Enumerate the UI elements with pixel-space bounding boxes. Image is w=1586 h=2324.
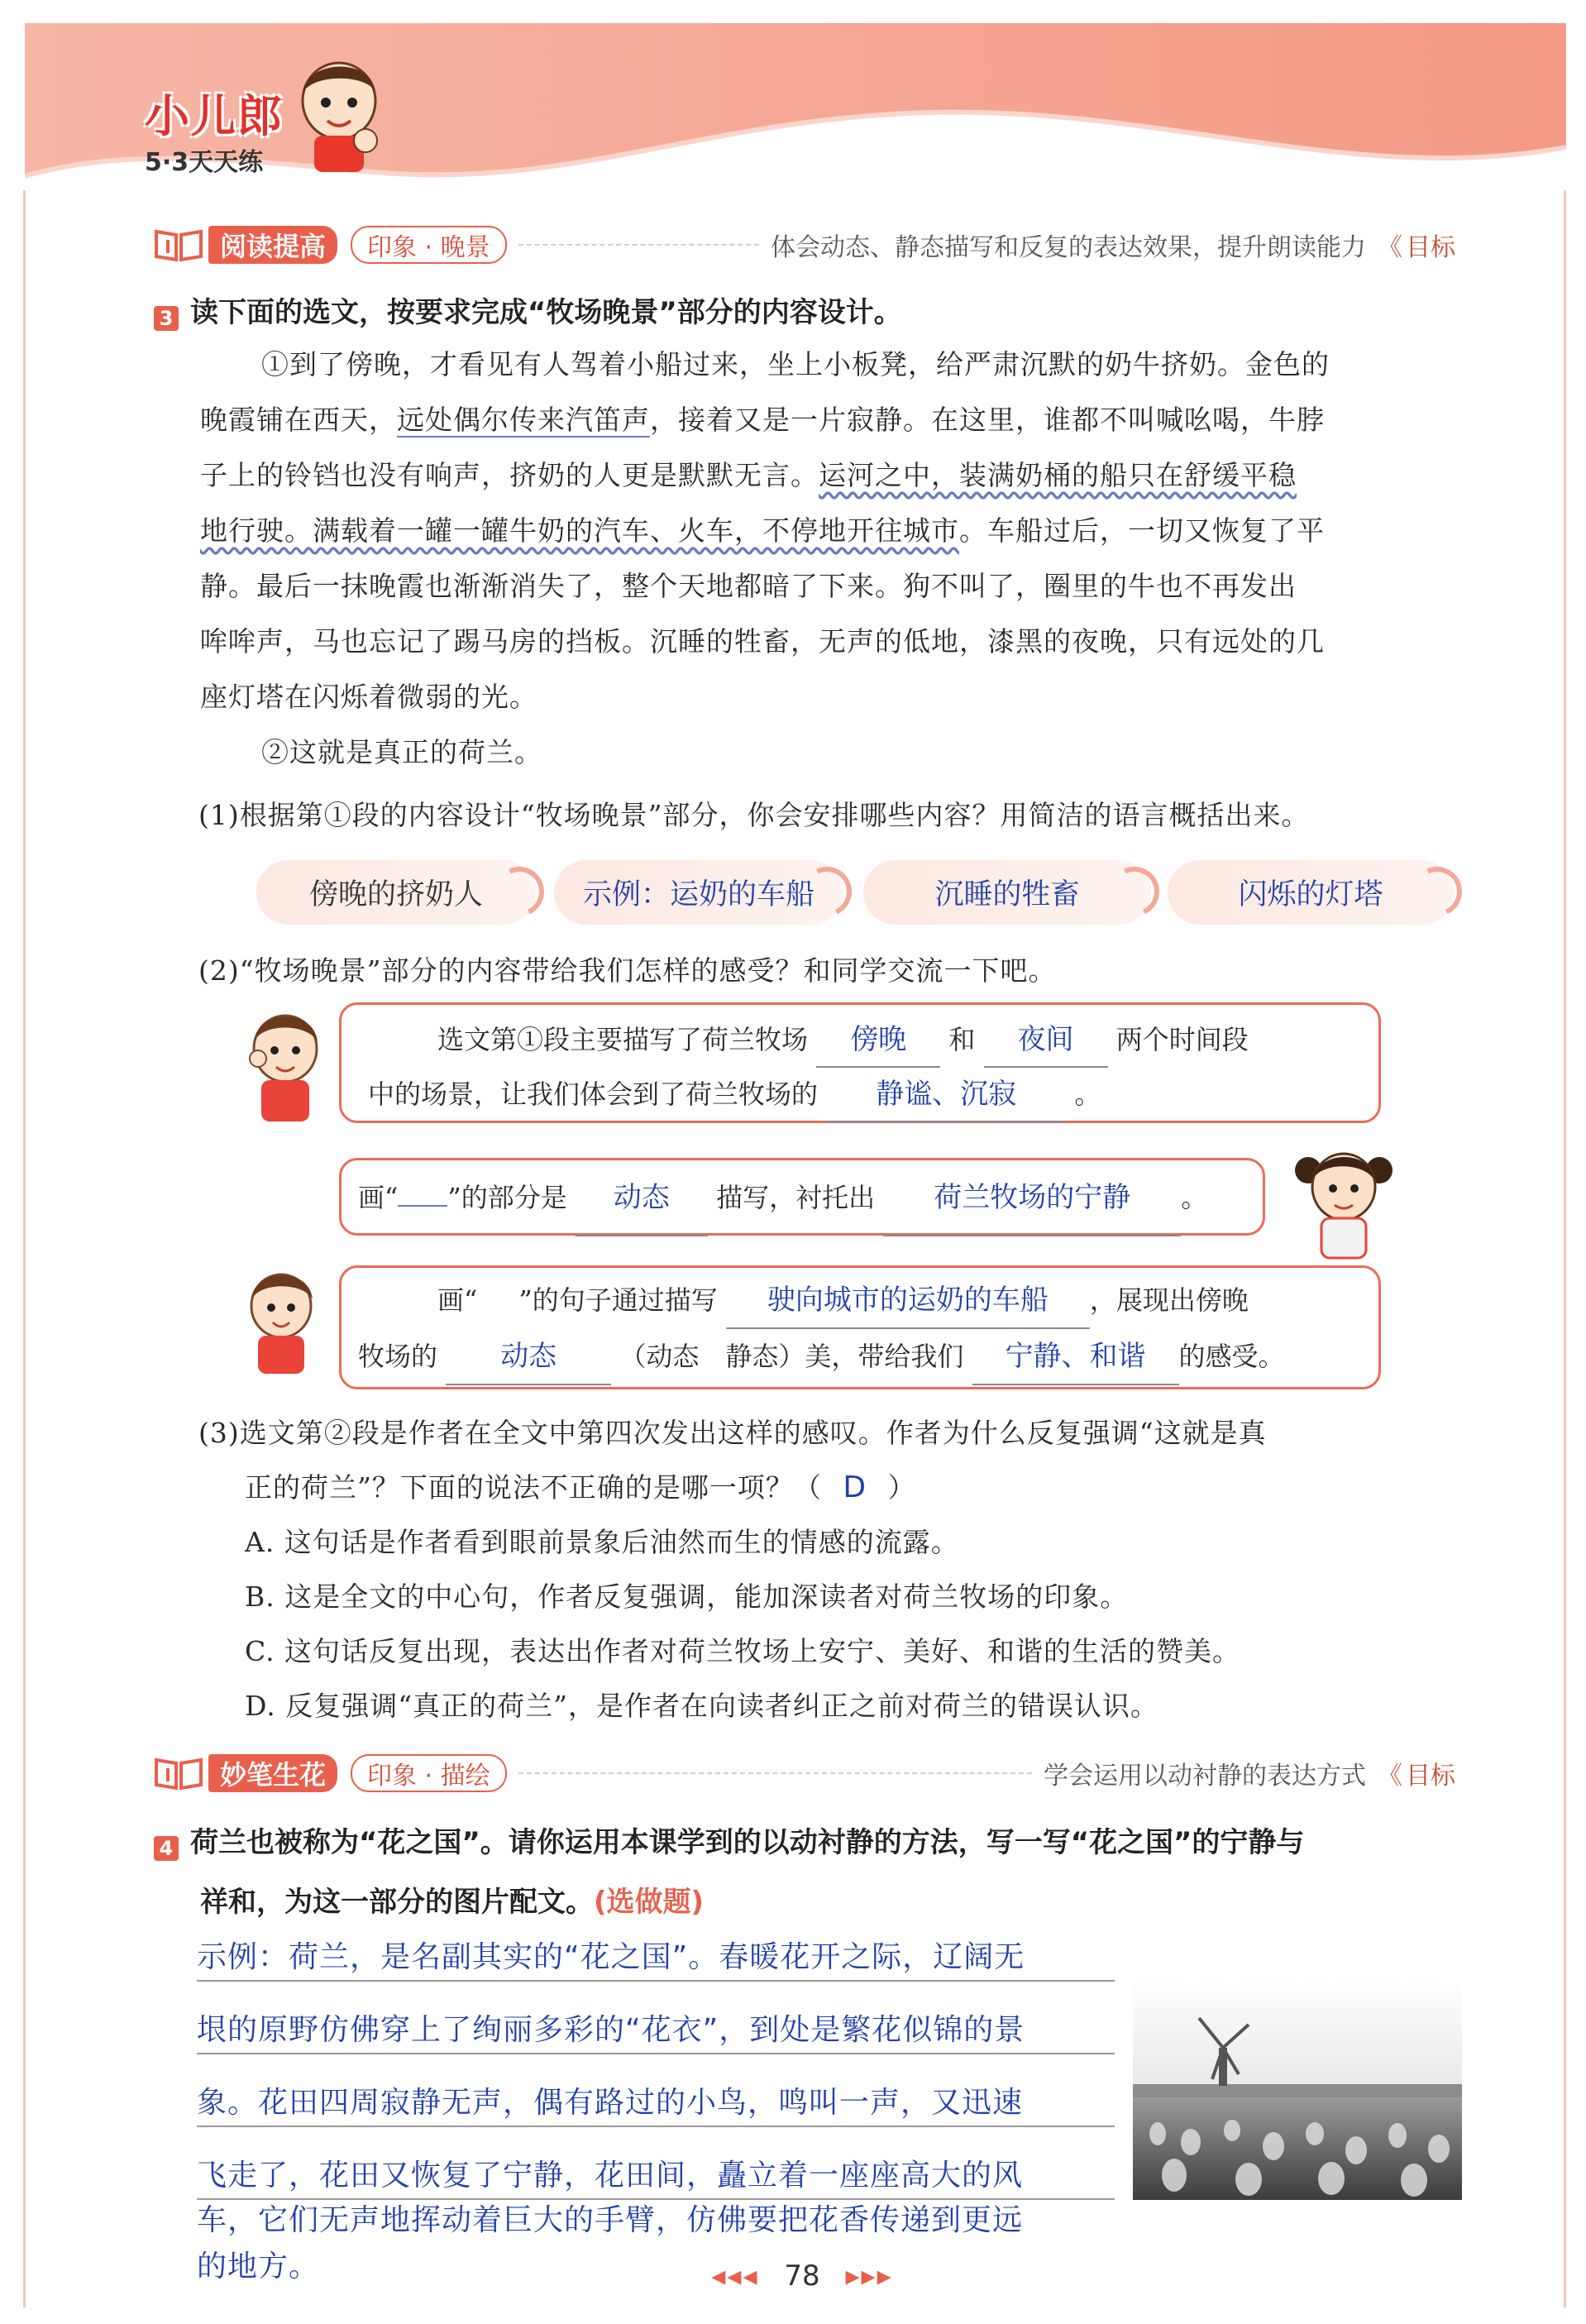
subquestion-3-prompt-cont xyxy=(198,1461,1472,1515)
section-subtitle: 印象 · 描绘 xyxy=(351,1754,507,1792)
passage-line: 座灯塔在闪烁着微弱的光。 xyxy=(200,681,537,713)
bubble-text: ”的句子通过描写 xyxy=(518,1284,718,1316)
answer-blank: 荷兰牧场的宁静 xyxy=(883,1160,1181,1236)
goal-label: 目标 xyxy=(1406,233,1455,262)
section-divider xyxy=(518,244,759,246)
answer-blank: 静谧、沉寂 xyxy=(826,1068,1066,1122)
passage-line xyxy=(200,392,1465,447)
mascot-boy-icon xyxy=(289,50,389,177)
passage-line: ①到了傍晚，才看见有人驾着小船过来，坐上小板凳，给严肃沉默的奶牛挤奶。金色的 xyxy=(261,348,1330,380)
answer-blank: 动态 xyxy=(576,1160,708,1236)
wavy-underlined-sentence: 运河之中，装满奶桶的船只在舒缓平稳 xyxy=(819,459,1297,491)
chevron-left-icon: 《 xyxy=(1378,233,1402,262)
bubble-line xyxy=(358,1273,1362,1329)
bubble-text: 两个时间段 xyxy=(1115,1024,1249,1055)
wavy-line-mark xyxy=(477,1273,518,1327)
open-book-icon xyxy=(149,1752,208,1795)
section-goal: 学会运用以动衬静的表达方式 xyxy=(1044,1762,1366,1791)
page-number: 78 xyxy=(784,2259,820,2293)
girl-avatar-icon xyxy=(1290,1137,1397,1265)
bubble-text: （动态 静态）美，带给我们 xyxy=(619,1341,964,1372)
question-number: 3 xyxy=(154,306,179,331)
answer-blank: 傍晚 xyxy=(816,1013,940,1068)
bubble-text: 选文第①段主要描写了荷兰牧场 xyxy=(437,1024,809,1055)
essay-line: 垠的原野仿佛穿上了绚丽多彩的“花衣”，到处是繁花似锦的景 xyxy=(197,2006,1115,2054)
bubble-text: 画“ xyxy=(358,1182,399,1213)
content-pill xyxy=(554,860,843,925)
reading-passage xyxy=(200,337,1465,780)
goal-badge xyxy=(1378,227,1455,263)
pill-answer: 示例：运奶的车船 xyxy=(582,878,814,911)
bubble-line xyxy=(358,1329,1362,1385)
subquestion-1-prompt: (1)根据第①段的内容设计“牧场晚景”部分，你会安排哪些内容？用简洁的语言概括出来。 xyxy=(198,799,1310,831)
passage-text: 子上的铃铛也没有响声，挤奶的人更是默默无言。 xyxy=(200,459,819,491)
question-text: 荷兰也被称为“花之国”。请你运用本课学到的以动衬静的方法，写一写“花之国”的宁静与 xyxy=(190,1826,1305,1859)
optional-label: (选做题) xyxy=(594,1886,705,1919)
arrow-left-icon: ◂◂◂ xyxy=(711,2259,759,2293)
pill-text: 傍晚的挤奶人 xyxy=(308,878,483,911)
section-tag: 阅读提高 xyxy=(208,226,337,264)
bubble-text: ，展现出傍晚 xyxy=(1089,1284,1249,1316)
section-writing-header xyxy=(149,1752,1455,1795)
arrow-right-icon: ▸▸▸ xyxy=(845,2259,893,2293)
passage-line: ②这就是真正的荷兰。 xyxy=(261,736,542,768)
question-4-prompt xyxy=(154,1815,1477,1934)
passage-text: 晚霞铺在西天， xyxy=(200,404,397,436)
prompt-text: ） xyxy=(887,1471,916,1504)
essay-line: 飞走了，花田又恢复了宁静，花田间，矗立着一座座高大的风 xyxy=(197,2152,1115,2200)
section-tag: 妙笔生花 xyxy=(208,1754,337,1792)
open-book-icon xyxy=(149,223,208,266)
answer-blank: 宁静、和谐 xyxy=(972,1329,1179,1385)
section-divider xyxy=(518,1772,1032,1774)
bubble-text: 。 xyxy=(1074,1078,1101,1110)
speech-bubble xyxy=(339,1002,1381,1123)
passage-line: 静。最后一抹晚霞也渐渐消失了，整个天地都暗了下来。狗不叫了，圈里的牛也不再发出 xyxy=(200,570,1297,602)
essay-line: 车，它们无声地挥动着巨大的手臂，仿佛要把花香传递到更远 xyxy=(197,2203,1024,2237)
straight-line-mark xyxy=(398,1190,447,1207)
subquestion-3 xyxy=(198,1406,1472,1733)
passage-line xyxy=(200,447,1465,503)
answer-blank: 夜间 xyxy=(984,1013,1108,1068)
speech-bubble xyxy=(339,1265,1381,1389)
page-footer xyxy=(678,2259,926,2293)
subquestion-2-prompt: (2)“牧场晚景”部分的内容带给我们怎样的感受？和同学交流一下吧。 xyxy=(198,954,1057,987)
goal-label: 目标 xyxy=(1406,1762,1455,1791)
bubble-text: ”的部分是 xyxy=(447,1182,567,1213)
option-d: D. 反复强调“真正的荷兰”，是作者在向读者纠正之前对荷兰的错误认识。 xyxy=(245,1690,1159,1722)
bubble-text: 画“ xyxy=(437,1284,478,1316)
passage-text: ，接着又是一片寂静。在这里，谁都不叫喊吆喝，牛脖 xyxy=(650,404,1325,436)
prompt-text: 正的荷兰”？下面的说法不正确的是哪一项？（ xyxy=(245,1471,822,1504)
question-number: 4 xyxy=(154,1836,179,1861)
speech-bubble xyxy=(339,1158,1265,1236)
essay-line: 象。花田四周寂静无声，偶有路过的小鸟，鸣叫一声，又迅速 xyxy=(197,2079,1115,2127)
bubble-text: 的感受。 xyxy=(1178,1341,1285,1372)
content-pill xyxy=(256,860,536,925)
choice-answer: D xyxy=(843,1470,867,1504)
content-pill xyxy=(863,860,1151,925)
chevron-left-icon: 《 xyxy=(1378,1762,1402,1791)
bubble-line xyxy=(358,1068,1362,1122)
option-c: C. 这句话反复出现，表达出作者对荷兰牧场上安宁、美好、和谐的生活的赞美。 xyxy=(245,1635,1241,1667)
pill-answer: 闪烁的灯塔 xyxy=(1238,878,1383,911)
goal-badge xyxy=(1378,1755,1455,1791)
section-goal: 体会动态、静态描写和反复的表达效果，提升朗读能力 xyxy=(771,233,1366,262)
bubble-text: 。 xyxy=(1181,1182,1208,1213)
bubble-text: 中的场景，让我们体会到了荷兰牧场的 xyxy=(368,1078,819,1110)
subquestion-3-prompt: (3)选文第②段是作者在全文中第四次发出这样的感叹。作者为什么反复强调“这就是真 xyxy=(198,1417,1267,1449)
bubble-text: 描写，衬托出 xyxy=(716,1182,876,1213)
content-pill xyxy=(1168,860,1454,925)
boy-avatar-icon xyxy=(240,1001,331,1128)
essay-line: 的地方。 xyxy=(197,2250,320,2283)
passage-line xyxy=(200,503,1465,558)
question-text: 读下面的选文，按要求完成“牧场晚景”部分的内容设计。 xyxy=(190,296,902,329)
answer-blank: 动态 xyxy=(446,1329,611,1385)
section-subtitle: 印象 · 晚景 xyxy=(351,226,507,264)
passage-text: 。车船过后，一切又恢复了平 xyxy=(959,514,1325,547)
question-text: 祥和，为这一部分的图片配文。 xyxy=(200,1886,594,1919)
option-b: B. 这是全文的中心句，作者反复强调，能加深读者对荷兰牧场的印象。 xyxy=(245,1580,1129,1613)
essay-line: 示例：荷兰，是名副其实的“花之国”。春暖花开之际，辽阔无 xyxy=(197,1934,1115,1982)
bubble-text: 牧场的 xyxy=(358,1341,438,1372)
bubble-line xyxy=(358,1013,1362,1068)
underlined-sentence: 远处偶尔传来汽笛声 xyxy=(397,404,650,436)
answer-blank: 驶向城市的运奶的车船 xyxy=(726,1273,1090,1329)
passage-line: 哞哞声，马也忘记了踢马房的挡板。沉睡的牲畜，无声的低地，漆黑的夜晚，只有远处的几 xyxy=(200,625,1325,658)
brand-logo xyxy=(145,81,284,178)
boy-avatar-icon xyxy=(240,1261,322,1380)
pill-answer: 沉睡的牲畜 xyxy=(934,878,1080,911)
question-3-prompt xyxy=(154,289,902,331)
tulip-windmill-photo xyxy=(1133,1977,1462,2200)
wavy-underlined-sentence: 地行驶。满载着一罐一罐牛奶的汽车、火车，不停地开往城市 xyxy=(200,514,959,547)
brand-title: 小儿郎 xyxy=(145,90,284,142)
option-a: A. 这句话是作者看到眼前景象后油然而生的情感的流露。 xyxy=(245,1526,959,1558)
brand-subtitle: 5·3天天练 xyxy=(145,148,264,177)
section-reading-header xyxy=(149,223,1455,266)
bubble-text: 和 xyxy=(948,1024,976,1055)
